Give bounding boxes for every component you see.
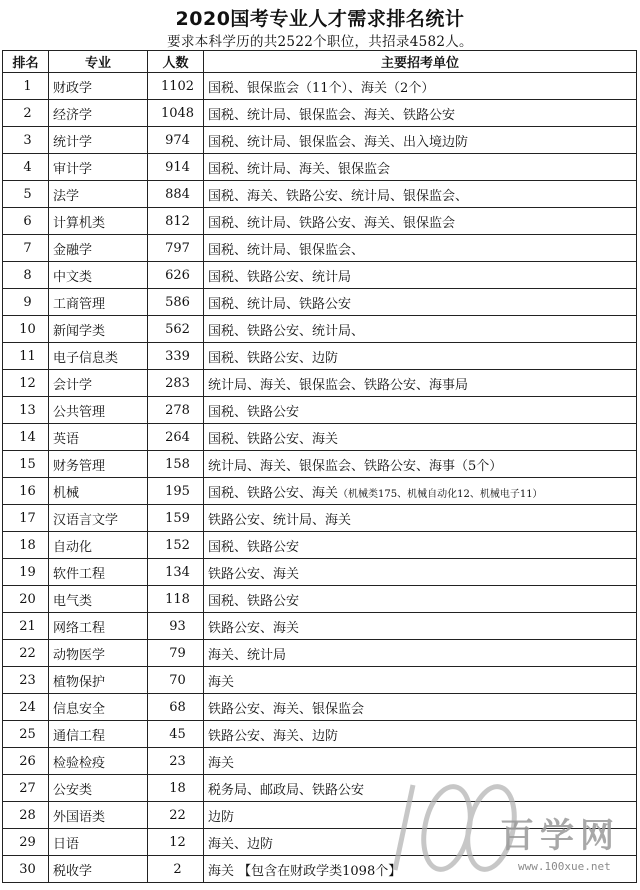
major-cell-text: 通信工程 [53,728,106,744]
rank-cell [3,235,49,262]
table-row [3,478,637,505]
count-cell [148,559,204,586]
major-cell [49,397,148,424]
units-cell-text: 铁路公安、海关 [208,566,300,582]
major-cell [49,829,148,856]
units-cell-text: 铁路公安、海关、银保监会 [208,701,365,717]
units-cell-text: 国税、铁路公安、海关 [208,485,339,501]
rank-cell-text: 6 [23,213,32,229]
table-body [3,73,637,883]
count-cell-text: 18 [169,780,186,796]
count-cell-text: 264 [165,429,190,445]
major-cell-text: 植物保护 [53,674,106,690]
rank-cell-text: 20 [19,591,36,607]
units-cell [204,100,637,127]
units-cell [204,235,637,262]
major-cell [49,802,148,829]
rank-cell [3,559,49,586]
rank-cell [3,505,49,532]
major-cell-text: 信息安全 [53,701,106,717]
rank-cell [3,127,49,154]
units-cell-text: 铁路公安、海关、边防 [208,728,339,744]
major-cell [49,73,148,100]
table-row [3,154,637,181]
units-cell [204,73,637,100]
count-cell-text: 586 [165,294,190,310]
units-cell-text: 国税、统计局、铁路公安、海关、银保监会 [208,215,456,231]
major-cell-text: 机械 [53,485,80,501]
count-cell [148,289,204,316]
units-cell-text: 国税、铁路公安、统计局、 [208,323,365,339]
major-cell-text: 审计学 [53,161,93,177]
rank-cell [3,316,49,343]
rank-cell-text: 1 [23,78,32,94]
units-cell-text: 铁路公安、海关 [208,620,300,636]
table-row [3,451,637,478]
count-cell [148,370,204,397]
major-cell [49,478,148,505]
major-cell [49,856,148,883]
count-cell [148,73,204,100]
rank-cell [3,532,49,559]
rank-cell-text: 2 [23,105,32,121]
units-cell [204,343,637,370]
units-cell-text: 边防 [208,809,235,825]
major-cell-text: 检验检疫 [53,755,106,771]
table-row [3,505,637,532]
units-note: （机械类175、机械自动化12、机械电子11） [338,488,543,500]
units-cell [204,532,637,559]
major-cell-text: 财务管理 [53,458,106,474]
page-title: 2020国考专业人才需求排名统计 [175,8,465,30]
units-cell [204,424,637,451]
major-cell [49,640,148,667]
units-cell-text: 国税、统计局、铁路公安 [208,296,352,312]
count-cell [148,667,204,694]
count-cell [148,613,204,640]
table-row [3,613,637,640]
count-cell-text: 974 [165,132,190,148]
count-cell-text: 45 [169,726,186,742]
units-cell [204,451,637,478]
table-row [3,640,637,667]
count-cell [148,235,204,262]
rank-cell [3,586,49,613]
count-cell-text: 158 [165,456,190,472]
major-cell-text: 法学 [53,188,80,204]
rank-cell-text: 26 [19,753,36,769]
rank-cell-text: 10 [19,321,36,337]
units-cell-text: 统计局、海关、银保监会、铁路公安、海事（5个） [208,458,503,474]
units-cell-text: 国税、统计局、海关、银保监会 [208,161,391,177]
units-cell-text: 海关 [208,674,235,690]
count-cell-text: 68 [169,699,186,715]
units-cell [204,694,637,721]
rank-cell-text: 12 [19,375,36,391]
units-cell-text: 国税、铁路公安 [208,404,300,420]
rank-cell-text: 19 [19,564,36,580]
table-row [3,667,637,694]
units-cell [204,370,637,397]
major-cell [49,505,148,532]
table-row [3,343,637,370]
units-cell [204,262,637,289]
units-cell-text: 国税、铁路公安、统计局 [208,269,352,285]
count-cell [148,451,204,478]
units-cell-text: 国税、铁路公安 [208,593,300,609]
major-cell-text: 会计学 [53,377,93,393]
units-cell-text: 海关、边防 [208,836,274,852]
rank-cell [3,775,49,802]
count-cell-text: 884 [165,186,190,202]
table-row [3,370,637,397]
rank-cell-text: 7 [23,240,32,256]
rank-cell [3,208,49,235]
watermark-site: www.100xue.net [518,860,611,873]
units-cell [204,397,637,424]
rank-cell [3,694,49,721]
major-cell-text: 统计学 [53,134,93,150]
major-cell-text: 软件工程 [53,566,106,582]
units-cell [204,505,637,532]
table-row [3,748,637,775]
major-cell [49,127,148,154]
count-cell [148,127,204,154]
table-row [3,235,637,262]
table-row [3,532,637,559]
major-cell-text: 英语 [53,431,80,447]
rank-cell [3,748,49,775]
count-cell [148,775,204,802]
major-cell [49,289,148,316]
units-cell [204,181,637,208]
count-cell [148,748,204,775]
rank-cell-text: 16 [19,483,36,499]
count-cell-text: 626 [165,267,190,283]
rank-cell-text: 4 [23,159,32,175]
header-count: 人数 [148,51,204,73]
count-cell-text: 22 [169,807,186,823]
major-cell [49,667,148,694]
table-row [3,262,637,289]
count-cell-text: 278 [165,402,190,418]
table-row [3,694,637,721]
major-cell [49,235,148,262]
units-cell-text: 国税、铁路公安 [208,539,300,555]
major-cell-text: 电子信息类 [53,350,119,366]
rank-cell [3,424,49,451]
units-cell [204,748,637,775]
count-cell-text: 1048 [160,105,195,121]
rank-cell-text: 28 [19,807,36,823]
count-cell-text: 79 [169,645,186,661]
count-cell-text: 812 [165,213,190,229]
count-cell-text: 2 [173,861,182,877]
count-cell [148,316,204,343]
rank-cell [3,640,49,667]
major-cell-text: 金融学 [53,242,93,258]
table-row [3,73,637,100]
rank-cell-text: 29 [19,834,36,850]
major-cell [49,613,148,640]
table-header-row [3,51,637,73]
major-cell-text: 工商管理 [53,296,106,312]
major-cell [49,451,148,478]
rank-cell [3,154,49,181]
units-cell [204,640,637,667]
count-cell-text: 339 [165,348,190,364]
rank-cell-text: 17 [19,510,36,526]
rank-cell [3,802,49,829]
major-cell [49,424,148,451]
major-cell [49,316,148,343]
rank-cell-text: 22 [19,645,36,661]
units-cell-text: 国税、统计局、银保监会、海关、铁路公安 [208,107,456,123]
rank-cell [3,262,49,289]
units-cell-text: 统计局、海关、银保监会、铁路公安、海事局 [208,377,469,393]
units-cell-text: 海关、统计局 [208,647,287,663]
count-cell [148,424,204,451]
rank-cell [3,451,49,478]
count-cell [148,856,204,883]
major-cell-text: 新闻学类 [53,323,106,339]
rank-cell [3,721,49,748]
rank-cell [3,667,49,694]
major-cell [49,748,148,775]
count-cell [148,694,204,721]
header-major: 专业 [49,51,148,73]
rank-cell-text: 23 [19,672,36,688]
rank-cell-text: 9 [23,294,32,310]
page-subtitle: 要求本科学历的共2522个职位，共招录4582人。 [167,34,473,50]
table-row [3,181,637,208]
units-cell [204,667,637,694]
count-cell [148,181,204,208]
count-cell [148,154,204,181]
header-rank: 排名 [3,51,49,73]
rank-cell [3,181,49,208]
units-cell-text: 国税、铁路公安、边防 [208,350,339,366]
count-cell [148,478,204,505]
count-cell-text: 152 [165,537,190,553]
count-cell [148,829,204,856]
units-cell [204,127,637,154]
rank-cell [3,829,49,856]
count-cell-text: 118 [165,591,190,607]
units-cell [204,775,637,802]
major-cell [49,586,148,613]
major-cell-text: 网络工程 [53,620,106,636]
units-cell [204,478,637,505]
rank-cell [3,100,49,127]
count-cell [148,721,204,748]
count-cell-text: 562 [165,321,190,337]
count-cell-text: 797 [165,240,190,256]
units-cell-text: 国税、统计局、银保监会、 [208,242,365,258]
table-row [3,424,637,451]
table-row [3,100,637,127]
major-cell-text: 外国语类 [53,809,106,825]
major-cell [49,343,148,370]
rank-cell-text: 13 [19,402,36,418]
units-cell-text: 国税、铁路公安、海关 [208,431,339,447]
major-cell-text: 日语 [53,836,80,852]
rank-cell-text: 18 [19,537,36,553]
count-cell [148,262,204,289]
major-cell [49,559,148,586]
table-row [3,397,637,424]
count-cell-text: 914 [165,159,190,175]
units-cell-text: 国税、银保监会（11个）、海关（2个） [208,80,435,96]
units-cell [204,289,637,316]
major-cell [49,721,148,748]
major-cell [49,208,148,235]
rank-cell [3,289,49,316]
table-row [3,586,637,613]
count-cell-text: 195 [165,483,190,499]
major-cell [49,532,148,559]
rank-cell-text: 27 [19,780,36,796]
header-units: 主要招考单位 [204,51,637,73]
rank-cell-text: 14 [19,429,36,445]
count-cell-text: 70 [169,672,186,688]
count-cell [148,532,204,559]
rank-cell-text: 8 [23,267,32,283]
count-cell-text: 159 [165,510,190,526]
major-cell [49,370,148,397]
units-cell-text: 税务局、邮政局、铁路公安 [208,782,365,798]
major-cell [49,154,148,181]
rank-cell [3,613,49,640]
units-cell [204,721,637,748]
rank-cell [3,478,49,505]
units-cell-text: 国税、海关、铁路公安、统计局、银保监会、 [208,188,469,204]
major-cell-text: 财政学 [53,80,93,96]
major-cell-text: 自动化 [53,539,93,555]
rank-cell-text: 5 [23,186,32,202]
count-cell-text: 23 [169,753,186,769]
count-cell-text: 93 [169,618,186,634]
major-cell-text: 计算机类 [53,215,106,231]
watermark-brand: 百学网 [500,816,620,856]
major-cell-text: 税收学 [53,863,93,879]
rank-cell-text: 11 [19,348,36,364]
rank-cell [3,370,49,397]
table-row [3,559,637,586]
rank-cell-text: 3 [23,132,32,148]
count-cell [148,343,204,370]
rank-cell-text: 30 [19,861,36,877]
units-cell [204,154,637,181]
count-cell-text: 283 [165,375,190,391]
units-cell [204,559,637,586]
rank-cell [3,343,49,370]
count-cell-text: 12 [169,834,186,850]
table-row [3,775,637,802]
table-row [3,721,637,748]
count-cell [148,505,204,532]
units-cell-text: 海关 [208,755,235,771]
table-row [3,316,637,343]
rank-cell-text: 15 [19,456,36,472]
count-cell [148,100,204,127]
units-cell-text: 国税、统计局、银保监会、海关、出入境边防 [208,134,469,150]
units-cell [204,316,637,343]
count-cell [148,802,204,829]
rank-cell-text: 21 [19,618,36,634]
rank-cell [3,856,49,883]
table-row [3,127,637,154]
table-row [3,208,637,235]
major-cell [49,181,148,208]
major-cell-text: 电气类 [53,593,93,609]
major-cell-text: 公共管理 [53,404,106,420]
units-cell-text: 铁路公安、统计局、海关 [208,512,352,528]
count-cell [148,586,204,613]
rank-cell-text: 25 [19,726,36,742]
units-cell-text: 海关 【包含在财政学类1098个】 [208,863,402,879]
count-cell [148,640,204,667]
units-cell [204,613,637,640]
ranking-table [2,50,637,883]
major-cell-text: 经济学 [53,107,93,123]
count-cell-text: 1102 [160,78,195,94]
rank-cell [3,397,49,424]
units-cell [204,208,637,235]
count-cell [148,397,204,424]
major-cell-text: 汉语言文学 [53,512,119,528]
major-cell-text: 公安类 [53,782,93,798]
count-cell [148,208,204,235]
rank-cell-text: 24 [19,699,36,715]
major-cell [49,262,148,289]
table-row [3,289,637,316]
units-cell [204,586,637,613]
major-cell-text: 中文类 [53,269,93,285]
rank-cell [3,73,49,100]
major-cell [49,694,148,721]
major-cell-text: 动物医学 [53,647,106,663]
major-cell [49,100,148,127]
count-cell-text: 134 [165,564,190,580]
major-cell [49,775,148,802]
